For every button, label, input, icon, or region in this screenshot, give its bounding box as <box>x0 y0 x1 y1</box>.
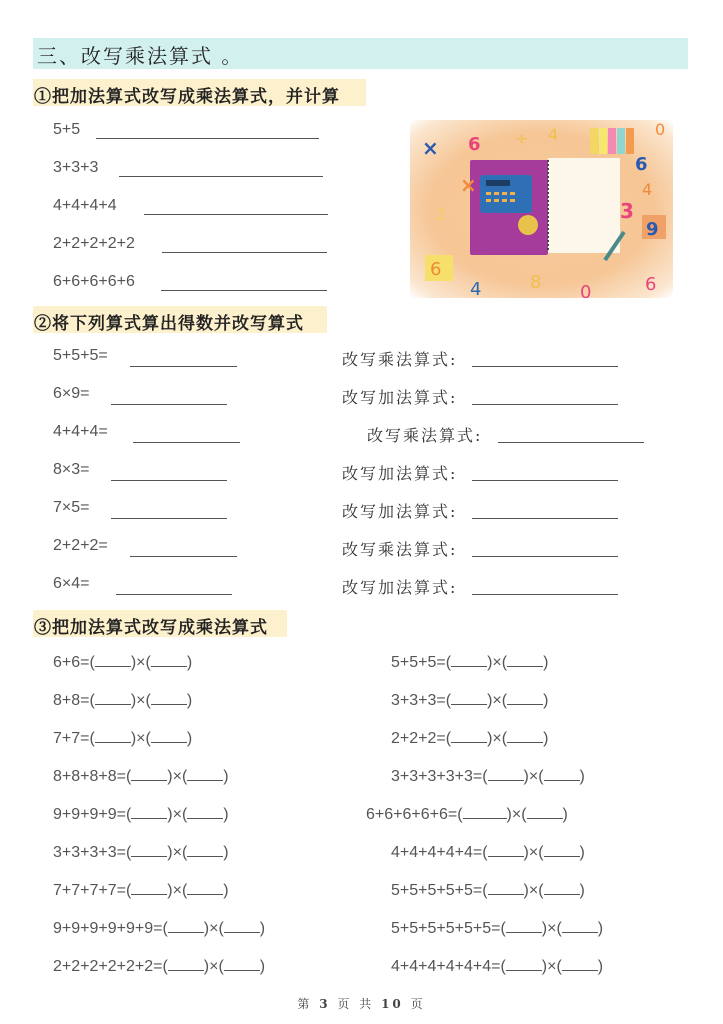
rewrite-label: 改写加法算式: <box>342 388 458 407</box>
rewrite-blank[interactable] <box>472 480 618 481</box>
part2-expr: 5+5+5= <box>53 347 108 364</box>
svg-text:×: × <box>460 173 477 197</box>
footer-middle: 页 共 <box>337 997 375 1011</box>
svg-text:2: 2 <box>435 205 446 224</box>
blank[interactable] <box>168 918 204 933</box>
svg-text:8: 8 <box>530 272 542 293</box>
svg-text:×: × <box>422 136 439 160</box>
page-footer <box>0 995 723 1012</box>
blank[interactable] <box>131 804 167 819</box>
blank[interactable] <box>544 766 580 781</box>
answer-blank[interactable] <box>111 480 227 481</box>
part2-expr: 6×9= <box>53 385 90 402</box>
part3-item-left: 7+7+7+7=( )×( ) <box>53 882 229 899</box>
svg-text:9: 9 <box>646 219 659 240</box>
part2-expr: 7×5= <box>53 499 90 516</box>
answer-blank[interactable] <box>111 518 227 519</box>
answer-blank[interactable] <box>133 442 240 443</box>
answer-blank[interactable] <box>161 290 327 291</box>
blank[interactable] <box>151 728 187 743</box>
rewrite-label: 改写加法算式: <box>342 502 458 521</box>
blank[interactable] <box>151 690 187 705</box>
part3-item-right: 4+4+4+4+4+4=( )×( ) <box>391 958 604 975</box>
rewrite-label: 改写乘法算式: <box>342 540 458 559</box>
footer-suffix: 页 <box>410 997 426 1011</box>
part3-item-left: 8+8+8+8=( )×( ) <box>53 768 229 785</box>
svg-text:4: 4 <box>642 180 653 199</box>
rewrite-blank[interactable] <box>472 594 618 595</box>
rewrite-label: 改写加法算式: <box>342 464 458 483</box>
math-desk-illustration <box>410 120 673 298</box>
part3-heading: ③把加法算式改写成乘法算式 <box>34 618 268 638</box>
part1-expr: 3+3+3 <box>53 159 99 176</box>
answer-blank[interactable] <box>144 214 328 215</box>
part3-item-left: 7+7=( )×( ) <box>53 730 193 747</box>
rewrite-label: 改写乘法算式: <box>367 426 483 445</box>
part1-expr: 4+4+4+4 <box>53 197 117 214</box>
blank[interactable] <box>488 766 524 781</box>
part2-expr: 4+4+4= <box>53 423 108 440</box>
blank[interactable] <box>507 652 543 667</box>
blank[interactable] <box>187 804 223 819</box>
blank[interactable] <box>507 690 543 705</box>
blank[interactable] <box>562 918 598 933</box>
blank[interactable] <box>95 728 131 743</box>
svg-text:6: 6 <box>430 259 442 280</box>
blank[interactable] <box>224 956 260 971</box>
part1-heading: ①把加法算式改写成乘法算式，并计算 <box>34 87 340 107</box>
answer-blank[interactable] <box>130 556 237 557</box>
part3-item-left: 9+9+9+9+9+9=( )×( ) <box>53 920 266 937</box>
blank[interactable] <box>451 690 487 705</box>
part3-item-right: 4+4+4+4+4=( )×( ) <box>391 844 585 861</box>
part2-expr: 8×3= <box>53 461 90 478</box>
svg-text:4: 4 <box>470 279 482 298</box>
part2-expr: 2+2+2= <box>53 537 108 554</box>
part3-item-left: 8+8=( )×( ) <box>53 692 193 709</box>
svg-text:6: 6 <box>468 134 481 155</box>
blank[interactable] <box>527 804 563 819</box>
blank[interactable] <box>507 728 543 743</box>
svg-text:4: 4 <box>548 125 559 144</box>
rewrite-blank[interactable] <box>472 518 618 519</box>
blank[interactable] <box>187 766 223 781</box>
answer-blank[interactable] <box>130 366 237 367</box>
blank[interactable] <box>224 918 260 933</box>
svg-text:6: 6 <box>645 274 657 295</box>
part3-item-right: 2+2+2=( )×( ) <box>391 730 549 747</box>
blank[interactable] <box>562 956 598 971</box>
part3-item-left: 3+3+3+3=( )×( ) <box>53 844 229 861</box>
answer-blank[interactable] <box>162 252 327 253</box>
part3-item-right: 5+5+5+5+5+5=( )×( ) <box>391 920 604 937</box>
part3-item-right: 5+5+5+5+5=( )×( ) <box>391 882 585 899</box>
rewrite-label: 改写加法算式: <box>342 578 458 597</box>
part1-expr: 5+5 <box>53 121 81 138</box>
answer-blank[interactable] <box>111 404 227 405</box>
svg-text:0: 0 <box>655 120 666 139</box>
part3-item-left: 2+2+2+2+2+2=( )×( ) <box>53 958 266 975</box>
blank[interactable] <box>187 880 223 895</box>
rewrite-blank[interactable] <box>498 442 644 443</box>
svg-text:6: 6 <box>635 154 648 175</box>
part3-item-right: 6+6+6+6+6=( )×( ) <box>366 806 568 823</box>
answer-blank[interactable] <box>116 594 232 595</box>
blank[interactable] <box>131 842 167 857</box>
rewrite-blank[interactable] <box>472 556 618 557</box>
blank[interactable] <box>463 804 507 819</box>
blank[interactable] <box>95 690 131 705</box>
part3-item-right: 3+3+3=( )×( ) <box>391 692 549 709</box>
part3-item-left: 6+6=( )×( ) <box>53 654 193 671</box>
part3-item-left: 9+9+9+9=( )×( ) <box>53 806 229 823</box>
svg-text:÷: ÷ <box>515 129 529 148</box>
svg-text:0: 0 <box>580 282 592 298</box>
blank[interactable] <box>451 652 487 667</box>
current-page: 3 <box>319 997 331 1011</box>
rewrite-blank[interactable] <box>472 404 618 405</box>
part2-heading: ②将下列算式算出得数并改写算式 <box>34 314 304 334</box>
part3-item-right: 5+5+5=( )×( ) <box>391 654 549 671</box>
blank[interactable] <box>131 766 167 781</box>
blank[interactable] <box>544 842 580 857</box>
blank[interactable] <box>131 880 167 895</box>
blank[interactable] <box>488 880 524 895</box>
blank[interactable] <box>544 880 580 895</box>
part2-expr: 6×4= <box>53 575 90 592</box>
answer-blank[interactable] <box>119 176 323 177</box>
footer-prefix: 第 <box>297 997 313 1011</box>
blank[interactable] <box>506 956 542 971</box>
blank[interactable] <box>151 652 187 667</box>
blank[interactable] <box>488 842 524 857</box>
blank[interactable] <box>168 956 204 971</box>
rewrite-blank[interactable] <box>472 366 618 367</box>
svg-text:3: 3 <box>620 199 634 223</box>
blank[interactable] <box>451 728 487 743</box>
blank[interactable] <box>506 918 542 933</box>
rewrite-label: 改写乘法算式: <box>342 350 458 369</box>
part1-expr: 6+6+6+6+6 <box>53 273 135 290</box>
answer-blank[interactable] <box>96 138 319 139</box>
blank[interactable] <box>187 842 223 857</box>
part1-expr: 2+2+2+2+2 <box>53 235 135 252</box>
part3-item-right: 3+3+3+3+3=( )×( ) <box>391 768 585 785</box>
total-pages: 10 <box>381 997 404 1011</box>
section-title: 三、改写乘法算式 。 <box>37 44 244 68</box>
blank[interactable] <box>95 652 131 667</box>
